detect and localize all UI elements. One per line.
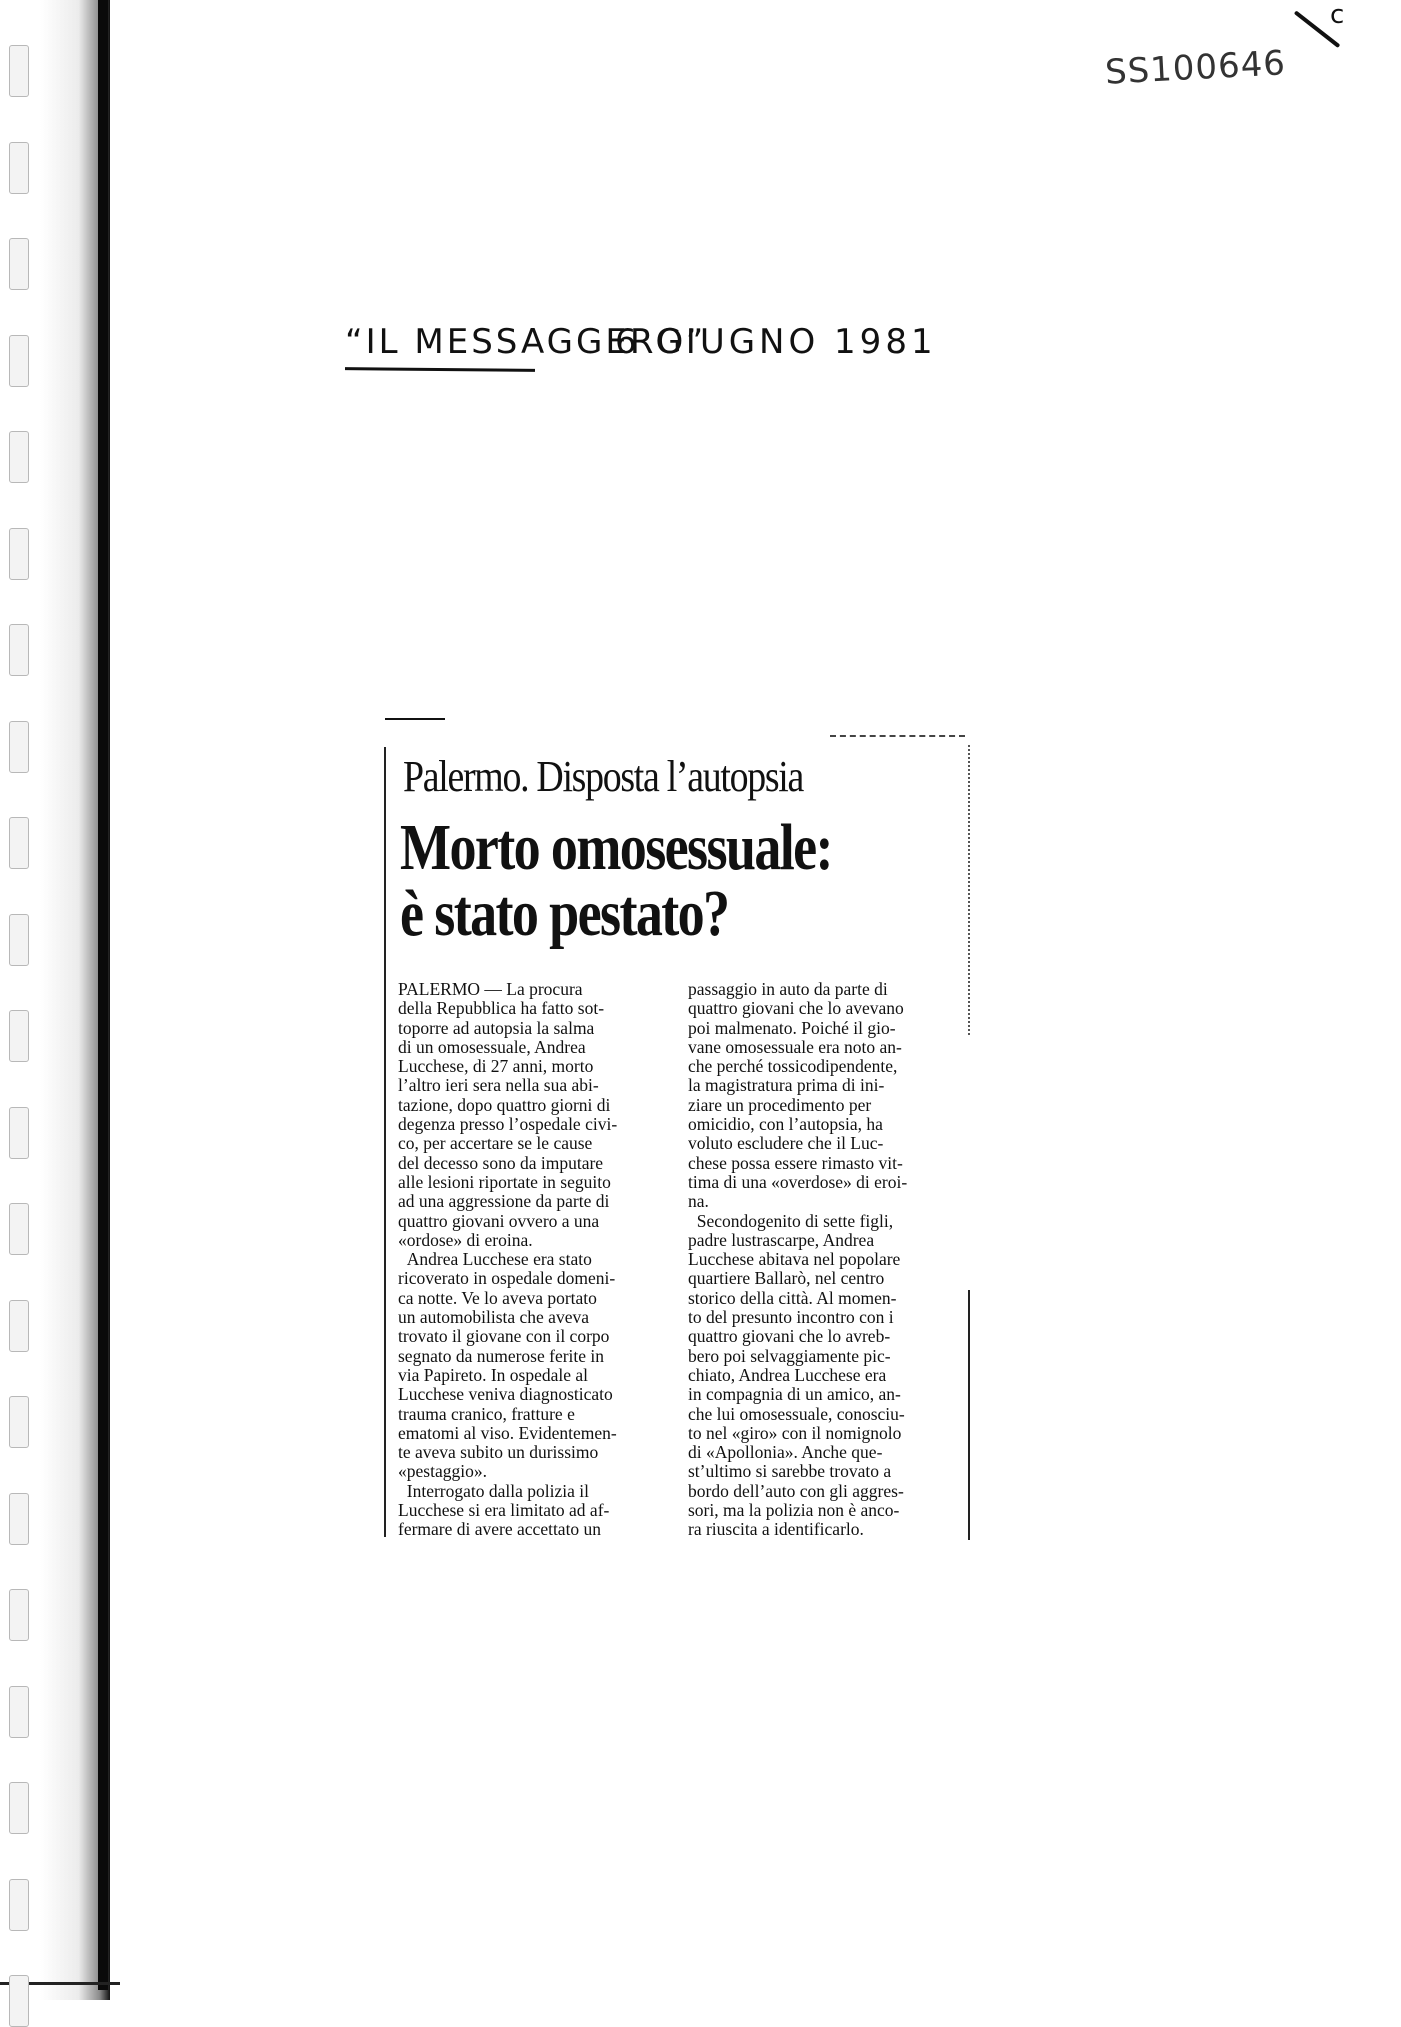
article-text-line: bordo dell’auto con gli aggres-: [688, 1480, 904, 1501]
article-text-line: fermare di avere accettato un: [398, 1519, 602, 1540]
article-text-line: Secondogenito di sette figli,: [688, 1210, 894, 1231]
article-text-line: toporre ad autopsia la salma: [398, 1017, 595, 1038]
punch-hole: [9, 1010, 29, 1062]
punch-hole: [9, 1782, 29, 1834]
punch-hole: [9, 45, 29, 97]
article-headline: [400, 811, 832, 950]
punch-hole: [9, 1879, 29, 1931]
article-text-line: ziare un procedimento per: [688, 1094, 872, 1115]
article-text-line: ad una aggressione da parte di: [398, 1191, 610, 1212]
article-text-line: ematomi al viso. Evidentemen-: [398, 1422, 617, 1443]
article-text-line: trauma cranico, fratture e: [398, 1403, 575, 1424]
article-text-line: chiato, Andrea Lucchese era: [688, 1364, 887, 1385]
article-text-line: quattro giovani ovvero a una: [398, 1210, 600, 1231]
article-text-line: poi malmenato. Poiché il gio-: [688, 1017, 896, 1038]
article-text-line: ca notte. Ve lo aveva portato: [398, 1287, 597, 1308]
clipping-right-border-bottom: [968, 1290, 970, 1540]
article-text-line: degenza presso l’ospedale civi-: [398, 1114, 618, 1135]
article-text-line: Lucchese si era limitato ad af-: [398, 1500, 610, 1521]
article-text-line: omicidio, con l’autopsia, ha: [688, 1114, 883, 1135]
clipping-right-border-top: [968, 745, 972, 1035]
punch-hole: [9, 624, 29, 676]
punch-hole: [9, 1203, 29, 1255]
article-text-line: un automobilista che aveva: [398, 1307, 589, 1328]
clipping-top-rule-right: [830, 735, 965, 738]
article-text-line: quattro giovani che lo avreb-: [688, 1326, 891, 1347]
article-text-line: co, per accertare se le cause: [398, 1133, 593, 1154]
article-text-line: quartiere Ballarò, nel centro: [688, 1268, 885, 1289]
clipping-left-border: [384, 747, 386, 1537]
article-text-line: in compagnia di un amico, an-: [688, 1384, 901, 1405]
article-text-line: voluto escludere che il Luc-: [688, 1133, 884, 1154]
article-kicker: Palermo. Disposta l’autopsia: [403, 752, 804, 801]
article-text-line: del decesso sono da imputare: [398, 1152, 604, 1173]
article-text-line: che perché tossicodipendente,: [688, 1056, 898, 1077]
article-text-line: l’altro ieri sera nella sua abi-: [398, 1075, 599, 1096]
article-text-line: che lui omosessuale, conosciu-: [688, 1403, 905, 1424]
punch-hole: [9, 721, 29, 773]
article-text-line: Interrogato dalla polizia il: [398, 1480, 589, 1501]
article-text-line: to del presunto incontro con i: [688, 1307, 894, 1328]
article-text-line: della Repubblica ha fatto sot-: [398, 998, 605, 1019]
article-text-line: segnato da numerose ferite in: [398, 1345, 605, 1366]
newspaper-name: “IL MESSAGGERO”: [345, 322, 707, 362]
article-text-line: Lucchese, di 27 anni, morto: [398, 1056, 594, 1077]
article-text-line: na.: [688, 1191, 709, 1212]
punch-hole: [9, 335, 29, 387]
article-text-line: padre lustrascarpe, Andrea: [688, 1229, 875, 1250]
article-column-left: [398, 980, 666, 1540]
article-text-line: la magistratura prima di ini-: [688, 1075, 885, 1096]
article-text-line: alle lesioni riportate in seguito: [398, 1171, 611, 1192]
article-text-line: to nel «giro» con il nomignolo: [688, 1422, 902, 1443]
article-text-line: bero poi selvaggiamente pic-: [688, 1345, 891, 1366]
punch-hole: [9, 1396, 29, 1448]
article-text-line: di un omosessuale, Andrea: [398, 1036, 586, 1057]
corner-mark: c: [1330, 0, 1347, 30]
punch-hole: [9, 431, 29, 483]
punch-hole: [9, 1493, 29, 1545]
article-text-line: «ordose» di eroina.: [398, 1229, 533, 1250]
punch-hole: [9, 142, 29, 194]
article-text-line: quattro giovani che lo avevano: [688, 998, 904, 1019]
article-text-line: PALERMO — La procura: [398, 979, 583, 999]
archive-number: SS100646: [1104, 43, 1287, 93]
article-text-line: vane omosessuale era noto an-: [688, 1036, 902, 1057]
publication-date: 6 GIUGNO 1981: [615, 322, 937, 362]
article-text-line: ra riuscita a identificarlo.: [688, 1519, 864, 1540]
article-column-right: [688, 980, 958, 1540]
punch-hole: [9, 1300, 29, 1352]
article-text-line: tima di una «overdose» di eroi-: [688, 1171, 908, 1192]
article-text-line: Lucchese veniva diagnosticato: [398, 1384, 613, 1405]
clipping-top-rule: [385, 718, 445, 720]
article-text-line: «pestaggio».: [398, 1461, 487, 1482]
binder-edge-line: [98, 0, 108, 1990]
article-text-line: te aveva subito un durissimo: [398, 1442, 599, 1463]
article-text-line: Andrea Lucchese era stato: [398, 1249, 592, 1270]
article-text-line: di «Apollonia». Anche que-: [688, 1442, 883, 1463]
punch-hole: [9, 1107, 29, 1159]
punch-hole: [9, 1975, 29, 2027]
punch-hole: [9, 817, 29, 869]
article-text-line: st’ultimo si sarebbe trovato a: [688, 1461, 892, 1482]
punch-hole: [9, 238, 29, 290]
article-text-line: chese possa essere rimasto vit-: [688, 1152, 903, 1173]
punch-hole: [9, 1589, 29, 1641]
article-text-line: storico della città. Al momen-: [688, 1287, 897, 1308]
article-text-line: tazione, dopo quattro giorni di: [398, 1094, 611, 1115]
article-text-line: trovato il giovane con il corpo: [398, 1326, 610, 1347]
punch-hole: [9, 1686, 29, 1738]
article-text-line: Lucchese abitava nel popolare: [688, 1249, 901, 1270]
article-text-line: ricoverato in ospedale domeni-: [398, 1268, 616, 1289]
punch-hole: [9, 528, 29, 580]
newspaper-underline: [345, 367, 535, 372]
article-text-line: sori, ma la polizia non è anco-: [688, 1500, 900, 1521]
punch-hole: [9, 914, 29, 966]
headline-line-2: è stato pestato?: [400, 877, 729, 950]
headline-line-1: Morto omosessuale:: [400, 811, 832, 884]
article-text-line: via Papireto. In ospedale al: [398, 1364, 589, 1385]
article-text-line: passaggio in auto da parte di: [688, 979, 888, 999]
